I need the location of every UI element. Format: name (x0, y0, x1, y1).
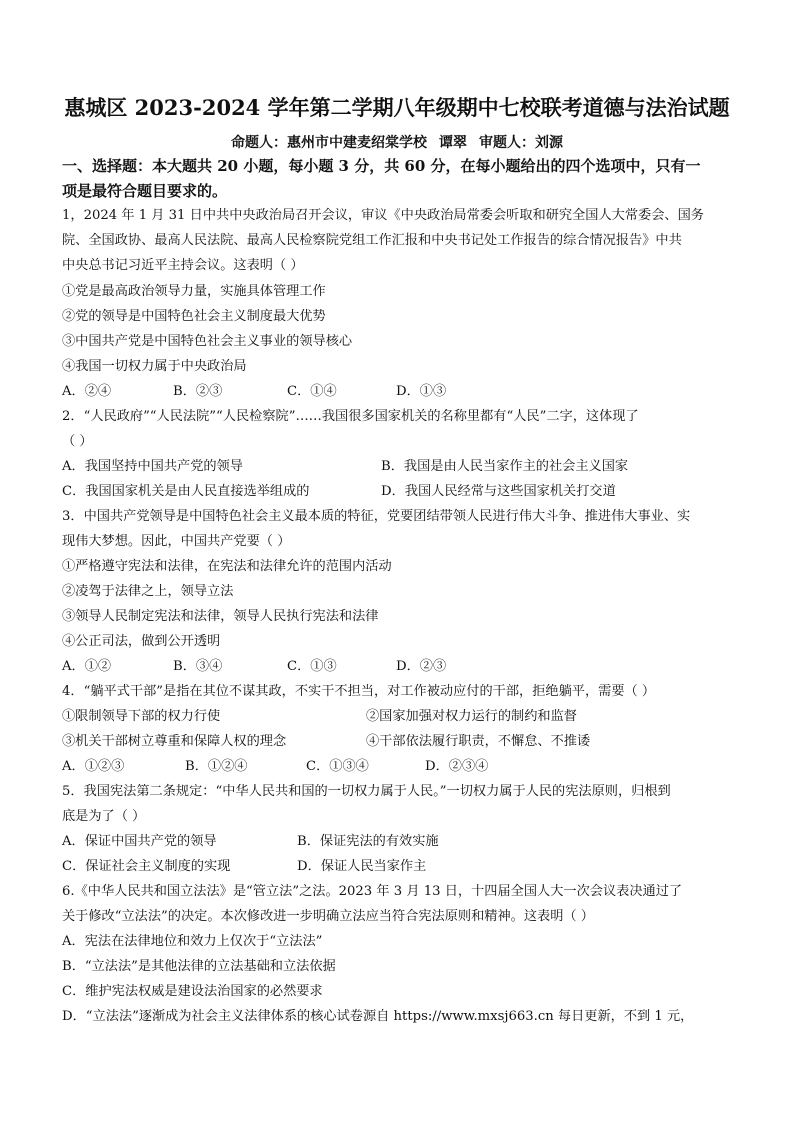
q3-option-c: C．①③ (287, 659, 337, 674)
section-heading (62, 154, 742, 204)
q2-option-d: D．我国人民经常与这些国家机关打交道 (381, 484, 616, 499)
q6-option-c: C．维护宪法权威是建设法治国家的必然要求 (62, 984, 323, 999)
q5-option-a: A．保证中国共产党的领导 (62, 834, 217, 849)
q4-stem-1: 4．“躺平式干部”是指在其位不谋其政，不实干不担当，对工作被动应付的干部，拒绝躺平，需要（ ） (62, 684, 656, 699)
byline (0, 132, 794, 152)
q1-statement-2: ②党的领导是中国特色社会主义制度最大优势 (62, 309, 326, 324)
q4-option-d: D．②③④ (425, 759, 489, 774)
q3-statement-2: ②凌驾于法律之上，领导立法 (62, 584, 234, 599)
author-name: 谭翠 (439, 135, 467, 151)
q5-stem-2: 底是为了（ ） (62, 809, 146, 824)
q3-option-d: D．②③ (396, 659, 447, 674)
q2-option-a: A．我国坚持中国共产党的领导 (62, 459, 243, 474)
section-line-2: 项是最符合题目要求的。 (62, 182, 228, 200)
q4-option-a: A．①②③ (62, 759, 125, 774)
q4-option-b: B．①②④ (185, 759, 248, 774)
author-label: 命题人：惠州市中建麦绍棠学校 (231, 135, 427, 151)
q2-stem-1: 2．“人民政府”“人民法院”“人民检察院”……我国很多国家机关的名称里都有“人民”二字，这体现了 (62, 409, 639, 424)
q1-stem-1: 1，2024 年 1 月 31 日中共中央政治局召开会议，审议《中央政治局常委会听取和研究全国人大常委会、国务 (62, 208, 704, 223)
q3-stem-2: 现伟大梦想。因此，中国共产党要（ ） (62, 534, 291, 549)
q1-option-c: C．①④ (287, 384, 337, 399)
q6-stem-1: 6.《中华人民共和国立法法》是“管立法”之法。2023 年 3 月 13 日，十四届全国人大一次会议表决通过了 (62, 884, 683, 899)
q3-stem-1: 3．中国共产党领导是中国特色社会主义最本质的特征，党要团结带领人民进行伟大斗争、推进伟大事业、实 (62, 509, 691, 524)
q2-option-c: C．我国国家机关是由人民直接选举组成的 (62, 484, 310, 499)
q2-option-b: B．我国是由人民当家作主的社会主义国家 (381, 459, 629, 474)
q3-option-a: A．①② (62, 659, 112, 674)
q1-statement-1: ①党是最高政治领导力量，实施具体管理工作 (62, 284, 326, 299)
q6-stem-2: 关于修改“立法法”的决定。本次修改进一步明确立法应当符合宪法原则和精神。这表明（ ） (62, 909, 594, 924)
section-line-1: 一、选择题：本大题共 20 小题，每小题 3 分，共 60 分，在每小题给出的四个选项中，只有一 (62, 157, 701, 175)
q4-option-c: C．①③④ (306, 759, 369, 774)
q1-statement-4: ④我国一切权力属于中央政治局 (62, 359, 247, 374)
q3-statement-4: ④公正司法，做到公开透明 (62, 634, 221, 649)
q4-statement-2: ②国家加强对权力运行的制约和监督 (366, 709, 577, 724)
q4-statement-3: ③机关干部树立尊重和保障人权的理念 (62, 734, 287, 749)
q1-option-a: A．②④ (62, 384, 112, 399)
q1-stem-2: 院、全国政协、最高人民法院、最高人民检察院党组工作汇报和中央书记处工作报告的综合情况报告》中共 (62, 233, 682, 248)
q3-statement-1: ①严格遵守宪法和法律，在宪法和法律允许的范围内活动 (62, 559, 392, 574)
reviewer: 审题人：刘源 (479, 135, 563, 151)
q3-option-b: B．③④ (173, 659, 223, 674)
q2-stem-2: （ ） (62, 434, 93, 449)
q6-option-a: A．宪法在法律地位和效力上仅次于“立法法” (62, 934, 323, 949)
q6-option-b: B．“立法法”是其他法律的立法基础和立法依据 (62, 959, 336, 974)
q1-option-d: D．①③ (396, 384, 447, 399)
exam-title: 惠城区 2023-2024 学年第二学期八年级期中七校联考道德与法治试题 (64, 95, 730, 120)
q1-statement-3: ③中国共产党是中国特色社会主义事业的领导核心 (62, 334, 353, 349)
q4-statement-4: ④干部依法履行职责，不懈怠、不推诿 (366, 734, 591, 749)
q5-option-d: D．保证人民当家作主 (297, 859, 427, 874)
q5-stem-1: 5．我国宪法第二条规定：“中华人民共和国的一切权力属于人民。”一切权力属于人民的宪法原则，归根到 (62, 784, 671, 799)
q3-statement-3: ③领导人民制定宪法和法律，领导人民执行宪法和法律 (62, 609, 379, 624)
q1-stem-3: 中央总书记习近平主持会议。这表明（ ） (62, 258, 304, 273)
q4-statement-1: ①限制领导下部的权力行使 (62, 709, 221, 724)
q5-option-b: B．保证宪法的有效实施 (297, 834, 439, 849)
q5-option-c: C．保证社会主义制度的实现 (62, 859, 231, 874)
q1-option-b: B．②③ (173, 384, 223, 399)
q6-option-d: D．“立法法”逐渐成为社会主义法律体系的核心试卷源自 https://www.mxsj663.cn 每日更新，不到 1 元， (62, 1009, 694, 1024)
